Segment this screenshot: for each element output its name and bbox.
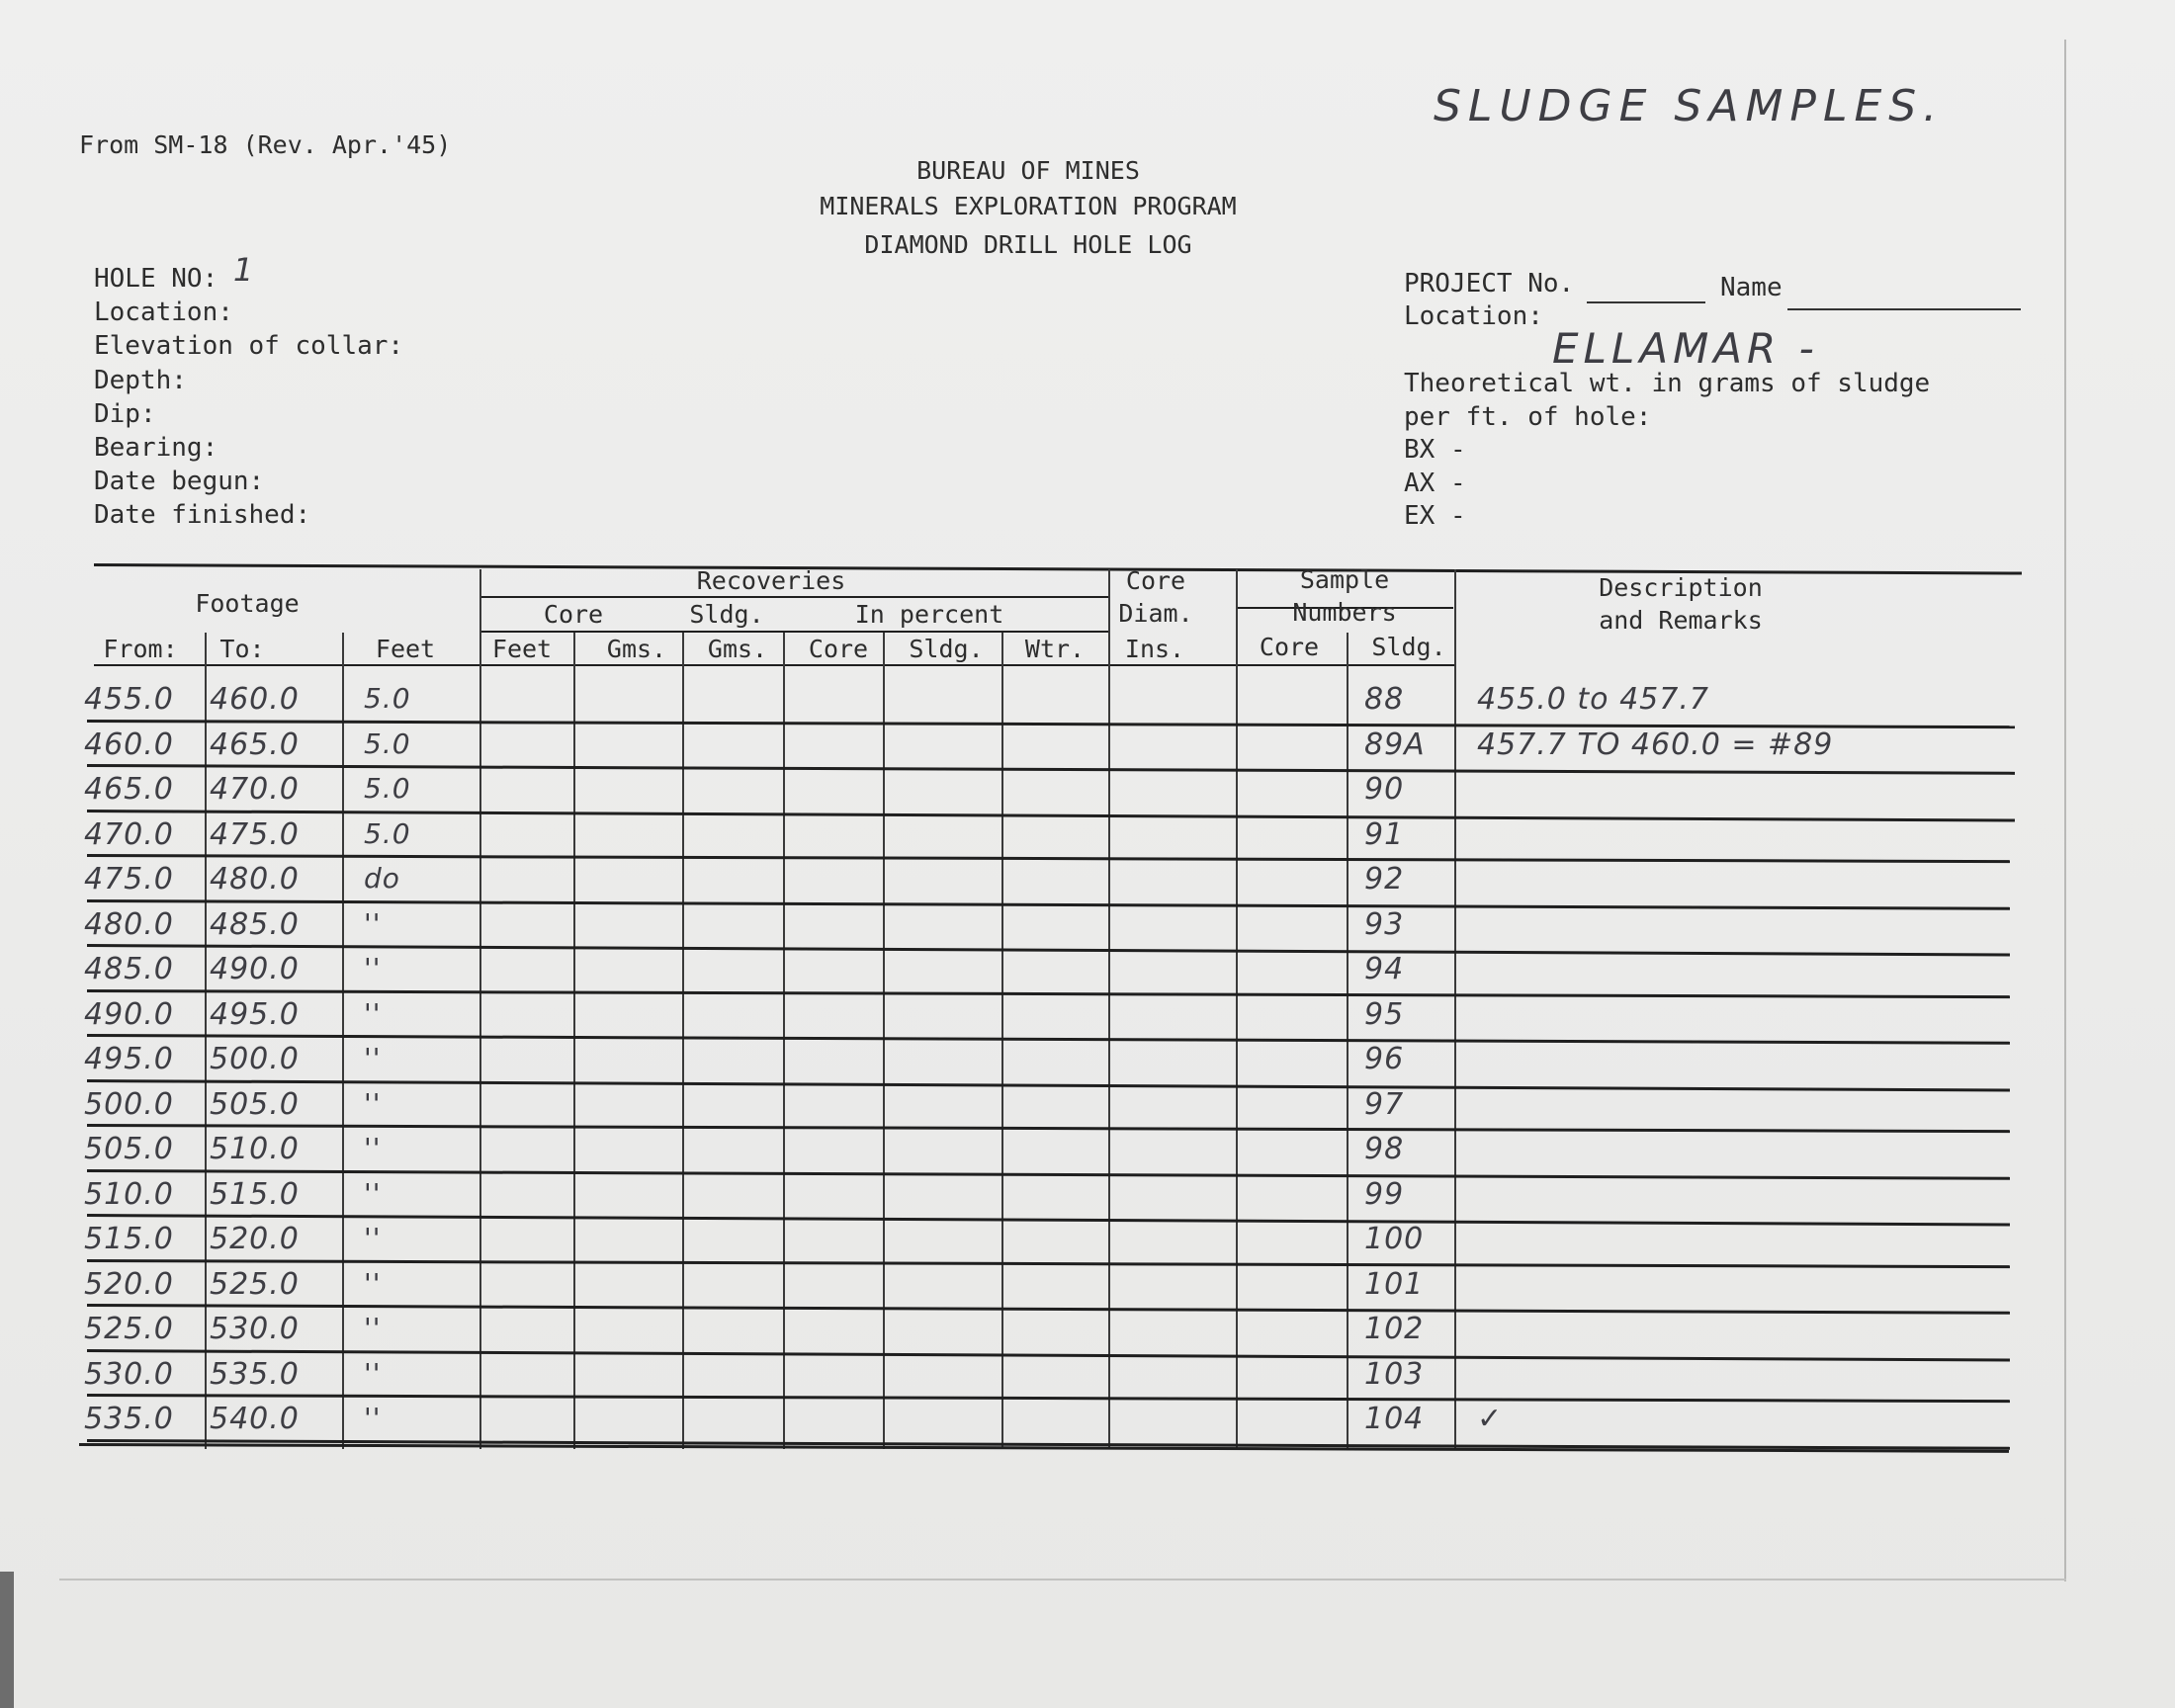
sludge-number-cell: 98 xyxy=(1364,1132,1405,1166)
feet-cell: 5.0 xyxy=(364,772,411,805)
subheader-bottom-rule xyxy=(94,664,1454,666)
to-cell: 505.0 xyxy=(210,1086,300,1122)
feet-cell: 5.0 xyxy=(364,726,411,760)
from-cell: 475.0 xyxy=(84,862,174,897)
project-no-blank xyxy=(1587,301,1705,303)
feet-cell: '' xyxy=(364,1086,382,1120)
feet-cell: '' xyxy=(364,996,382,1030)
feet-cell: '' xyxy=(364,1312,382,1344)
from-cell: 530.0 xyxy=(84,1356,174,1392)
bearing-label: Bearing: xyxy=(94,433,218,464)
footage-header: Footage xyxy=(195,589,300,618)
header-bureau: BUREAU OF MINES xyxy=(916,156,1140,185)
sludge-number-cell: 92 xyxy=(1364,862,1405,897)
project-location-value: ELLAMAR - xyxy=(1552,324,1819,373)
to-header: To: xyxy=(219,635,265,663)
sludge-number-cell: 102 xyxy=(1364,1312,1425,1346)
core-group-header: Core xyxy=(543,600,604,629)
from-cell: 535.0 xyxy=(84,1402,174,1436)
feet-cell: '' xyxy=(364,1132,382,1164)
to-cell: 515.0 xyxy=(210,1176,300,1212)
column-divider xyxy=(205,633,207,1449)
sludge-number-cell: 104 xyxy=(1364,1402,1425,1436)
hole-no-value: 1 xyxy=(232,251,255,289)
to-cell: 470.0 xyxy=(210,772,300,807)
to-cell: 540.0 xyxy=(210,1402,300,1436)
core-diam-header-2: Diam. xyxy=(1118,599,1193,628)
project-row xyxy=(1404,269,1574,299)
sludge-number-cell: 88 xyxy=(1364,682,1405,717)
elevation-label: Elevation of collar: xyxy=(94,331,404,362)
feet-cell: '' xyxy=(364,1356,382,1390)
sludge-number-cell: 95 xyxy=(1364,996,1405,1032)
column-divider xyxy=(1236,569,1238,1449)
header-log-title: DIAMOND DRILL HOLE LOG xyxy=(864,230,1192,259)
sn-core-header: Core xyxy=(1259,633,1320,661)
to-cell: 465.0 xyxy=(210,726,300,762)
remark-cell: ✓ xyxy=(1477,1402,1504,1436)
name-label: Name xyxy=(1720,273,1783,302)
to-cell: 530.0 xyxy=(210,1312,300,1346)
from-cell: 495.0 xyxy=(84,1042,174,1076)
column-divider xyxy=(883,633,885,1449)
from-cell: 470.0 xyxy=(84,816,174,852)
column-divider xyxy=(1001,633,1003,1449)
sludge-number-cell: 89A xyxy=(1364,726,1426,762)
feet-cell: '' xyxy=(364,906,382,940)
recoveries-header: Recoveries xyxy=(696,566,846,595)
column-divider xyxy=(783,633,785,1449)
feet-cell: '' xyxy=(364,1042,382,1074)
to-cell: 495.0 xyxy=(210,996,300,1032)
column-divider xyxy=(342,633,344,1449)
from-cell: 510.0 xyxy=(84,1176,174,1212)
ins-header: Ins. xyxy=(1124,635,1185,663)
feet-header: Feet xyxy=(375,635,436,663)
bx-label: BX - xyxy=(1404,435,1466,465)
in-percent-header: In percent xyxy=(854,600,1004,629)
description-header-1: Description xyxy=(1599,573,1763,602)
sludge-number-cell: 103 xyxy=(1364,1356,1425,1392)
from-cell: 520.0 xyxy=(84,1266,174,1302)
date-begun-label: Date begun: xyxy=(94,467,265,497)
gms-header-2: Gms. xyxy=(707,635,768,663)
sludge-number-cell: 99 xyxy=(1364,1176,1405,1212)
date-finished-label: Date finished: xyxy=(94,500,311,531)
rec-feet-header: Feet xyxy=(491,635,553,663)
feet-cell: '' xyxy=(364,1176,382,1210)
project-label: PROJECT No. xyxy=(1404,269,1575,299)
to-cell: 510.0 xyxy=(210,1132,300,1166)
from-cell: 455.0 xyxy=(84,682,174,717)
column-divider xyxy=(479,569,481,1449)
remark-cell: 455.0 to 457.7 xyxy=(1477,682,1709,717)
sludge-number-cell: 96 xyxy=(1364,1042,1405,1076)
feet-cell: '' xyxy=(364,1266,382,1300)
to-cell: 475.0 xyxy=(210,816,300,852)
location-label: Location: xyxy=(94,298,233,328)
from-cell: 490.0 xyxy=(84,996,174,1032)
sludge-number-cell: 94 xyxy=(1364,952,1405,986)
core-diam-header-1: Core xyxy=(1125,566,1186,595)
header-program: MINERALS EXPLORATION PROGRAM xyxy=(820,192,1237,220)
sample-header-2: Numbers xyxy=(1292,598,1397,627)
to-cell: 500.0 xyxy=(210,1042,300,1076)
sludge-number-cell: 97 xyxy=(1364,1086,1405,1122)
feet-cell: '' xyxy=(364,1222,382,1254)
sludge-number-cell: 101 xyxy=(1364,1266,1425,1302)
sldg-group-header: Sldg. xyxy=(689,600,764,629)
gms-header-1: Gms. xyxy=(606,635,667,663)
sludge-number-cell: 93 xyxy=(1364,906,1405,942)
from-cell: 465.0 xyxy=(84,772,174,807)
sn-sldg-header: Sldg. xyxy=(1371,633,1446,661)
from-cell: 525.0 xyxy=(84,1312,174,1346)
hole-no-label: HOLE NO: xyxy=(94,264,218,294)
feet-cell: 5.0 xyxy=(364,816,411,850)
to-cell: 460.0 xyxy=(210,682,300,717)
sludge-number-cell: 90 xyxy=(1364,772,1405,807)
depth-label: Depth: xyxy=(94,365,187,395)
description-header-2: and Remarks xyxy=(1599,606,1763,635)
pct-sldg-header: Sldg. xyxy=(909,635,984,663)
paper-edge-right xyxy=(2064,40,2066,1581)
project-location-label: Location: xyxy=(1404,301,1543,331)
form-id: From SM-18 (Rev. Apr.'45) xyxy=(79,130,452,159)
dip-label: Dip: xyxy=(94,398,156,429)
ax-label: AX - xyxy=(1404,469,1466,498)
from-cell: 500.0 xyxy=(84,1086,174,1122)
ex-label: EX - xyxy=(1404,501,1466,531)
to-cell: 480.0 xyxy=(210,862,300,897)
column-divider xyxy=(573,633,575,1449)
hole-info-fields xyxy=(94,251,404,533)
from-cell: 505.0 xyxy=(84,1132,174,1166)
to-cell: 485.0 xyxy=(210,906,300,942)
column-divider xyxy=(1108,569,1110,1449)
to-cell: 535.0 xyxy=(210,1356,300,1392)
to-cell: 520.0 xyxy=(210,1222,300,1256)
paper-edge-bottom xyxy=(59,1579,2066,1580)
from-cell: 485.0 xyxy=(84,952,174,986)
from-cell: 515.0 xyxy=(84,1222,174,1256)
name-blank xyxy=(1787,308,2021,310)
scan-edge-mark xyxy=(0,1572,14,1708)
feet-cell: 5.0 xyxy=(364,682,411,715)
to-cell: 490.0 xyxy=(210,952,300,986)
from-header: From: xyxy=(103,635,178,663)
column-divider xyxy=(682,633,684,1449)
recoveries-rule xyxy=(479,596,1108,598)
wtr-header: Wtr. xyxy=(1024,635,1086,663)
theoretical-line2: per ft. of hole: xyxy=(1404,402,1652,432)
sludge-number-cell: 91 xyxy=(1364,816,1405,852)
column-divider xyxy=(1454,569,1456,1449)
sludge-samples-title: SLUDGE SAMPLES. xyxy=(1434,81,1945,131)
from-cell: 460.0 xyxy=(84,726,174,762)
theoretical-line1: Theoretical wt. in grams of sludge xyxy=(1404,369,1931,398)
pct-core-header: Core xyxy=(808,635,869,663)
remark-cell: 457.7 TO 460.0 = #89 xyxy=(1477,726,1834,762)
to-cell: 525.0 xyxy=(210,1266,300,1302)
sample-header-1: Sample xyxy=(1299,565,1390,594)
feet-cell: do xyxy=(364,862,400,895)
sludge-number-cell: 100 xyxy=(1364,1222,1425,1256)
feet-cell: '' xyxy=(364,952,382,984)
from-cell: 480.0 xyxy=(84,906,174,942)
feet-cell: '' xyxy=(364,1402,382,1434)
